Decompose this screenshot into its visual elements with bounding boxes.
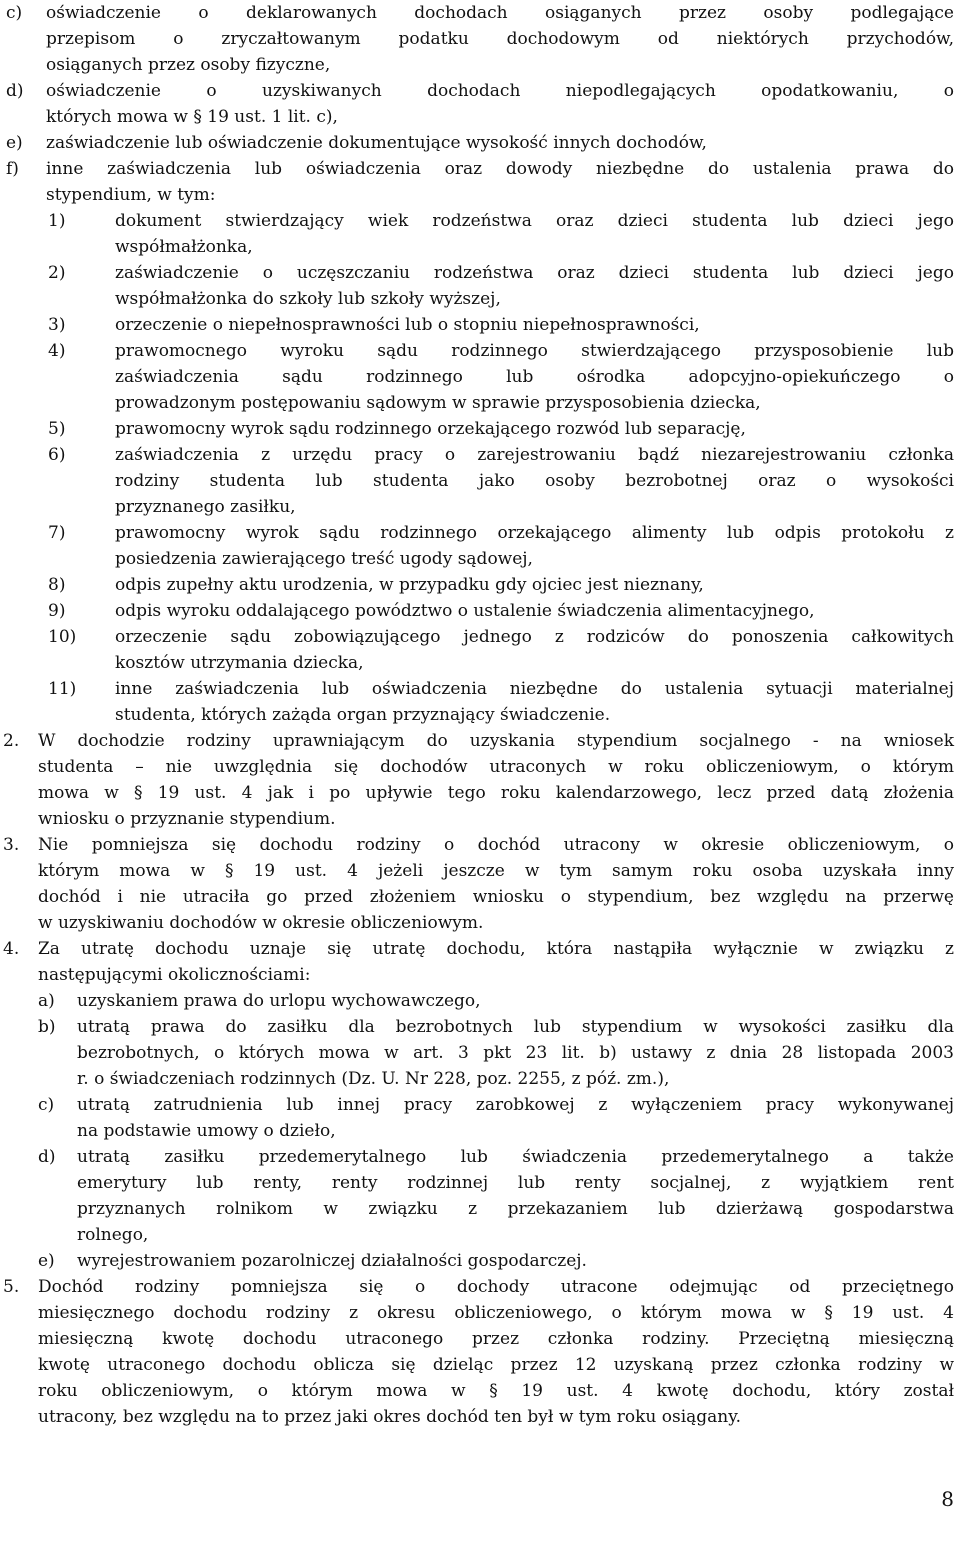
list-item-text xyxy=(46,130,954,156)
list-item-label: 7) xyxy=(48,523,66,543)
text-line: inne zaświadczenia lub oświadczenia niezbędne do ustalenia sytuacji materialnej xyxy=(115,679,954,699)
text-line: współmałżonka do szkoły lub szkoły wyższej, xyxy=(115,289,501,309)
list-item-label: 10) xyxy=(48,627,77,647)
text-line: odpis wyroku oddalającego powództwo o ustalenie świadczenia alimentacyjnego, xyxy=(115,601,815,621)
list-item-text xyxy=(46,0,954,78)
list-item-label: 2) xyxy=(48,263,66,283)
list-item-label: e) xyxy=(38,1251,55,1271)
text-line: W dochodzie rodziny uprawniającym do uzyskania stypendium socjalnego - na wniosek xyxy=(38,731,954,751)
text-line: roku obliczeniowym, o którym mowa w § 19 ust. 4 kwotę dochodu, który został xyxy=(38,1381,954,1401)
text-line: inne zaświadczenia lub oświadczenia oraz dowody niezbędne do ustalenia prawa do xyxy=(46,159,954,179)
list-item-text xyxy=(115,676,954,728)
text-line: osiąganych przez osoby fizyczne, xyxy=(46,55,331,75)
text-line: rolnego, xyxy=(77,1225,149,1245)
text-line: stypendium, w tym: xyxy=(46,185,216,205)
text-line: utratą zatrudnienia lub innej pracy zarobkowej z wyłączeniem pracy wykonywanej xyxy=(77,1095,954,1115)
text-line: oświadczenie o deklarowanych dochodach osiąganych przez osoby podlegające xyxy=(46,3,954,23)
list-item-text xyxy=(115,208,954,260)
text-line: w uzyskiwaniu dochodów w okresie obliczeniowym. xyxy=(38,913,484,933)
text-line: którym mowa w § 19 ust. 4 jeżeli jeszcze w tym samym roku osoba uzyskała inny xyxy=(38,861,954,881)
text-line: orzeczenie o niepełnosprawności lub o stopniu niepełnosprawności, xyxy=(115,315,700,335)
text-line: studenta, których zażąda organ przyznający świadczenie. xyxy=(115,705,611,725)
list-item-text xyxy=(77,1248,954,1274)
text-line: miesięczną kwotę dochodu utraconego przez członka rodziny. Przeciętną miesięczną xyxy=(38,1329,954,1349)
text-line: Nie pomniejsza się dochodu rodziny o dochód utracony w okresie obliczeniowym, o xyxy=(38,835,954,855)
list-item-label: 9) xyxy=(48,601,66,621)
list-item-label: 5) xyxy=(48,419,66,439)
text-line: dokument stwierdzający wiek rodzeństwa oraz dzieci studenta lub dzieci jego xyxy=(115,211,954,231)
list-item-text xyxy=(115,338,954,416)
list-item-label: 4. xyxy=(3,939,20,959)
text-line: oświadczenie o uzyskiwanych dochodach niepodlegających opodatkowaniu, o xyxy=(46,81,954,101)
list-item-text xyxy=(38,936,954,988)
text-line: przepisom o zryczałtowanym podatku dochodowym od niektórych przychodów, xyxy=(46,29,954,49)
list-item-text xyxy=(115,624,954,676)
text-line: mowa w § 19 ust. 4 jak i po upływie tego roku kalendarzowego, lecz przed datą złożenia xyxy=(38,783,954,803)
text-line: utratą prawa do zasiłku dla bezrobotnych lub stypendium w wysokości zasiłku dla xyxy=(77,1017,954,1037)
list-item-text xyxy=(38,1274,954,1430)
text-line: zaświadczenie o uczęszczaniu rodzeństwa oraz dzieci studenta lub dzieci jego xyxy=(115,263,954,283)
text-line: studenta – nie uwzględnia się dochodów utraconych w roku obliczeniowym, o którym xyxy=(38,757,954,777)
page-number: 8 xyxy=(941,1487,954,1511)
text-line: kwotę utraconego dochodu oblicza się dzieląc przez 12 uzyskaną przez członka rodziny w xyxy=(38,1355,954,1375)
text-line: wyrejestrowaniem pozarolniczej działalności gospodarczej. xyxy=(77,1251,587,1271)
list-item-label: d) xyxy=(6,81,24,101)
list-item-label: 2. xyxy=(3,731,20,751)
list-item-text xyxy=(115,416,954,442)
text-line: prowadzonym postępowaniu sądowym w sprawie przysposobienia dziecka, xyxy=(115,393,761,413)
text-line: prawomocny wyrok sądu rodzinnego orzekającego alimenty lub odpis protokołu z xyxy=(115,523,954,543)
list-item-label: d) xyxy=(38,1147,56,1167)
list-item-text xyxy=(77,988,954,1014)
text-line: których mowa w § 19 ust. 1 lit. c), xyxy=(46,107,338,127)
list-item-text xyxy=(38,832,954,936)
text-line: następującymi okolicznościami: xyxy=(38,965,311,985)
text-line: posiedzenia zawierającego treść ugody sądowej, xyxy=(115,549,533,569)
list-item-label: 3. xyxy=(3,835,20,855)
list-item-label: f) xyxy=(6,159,19,179)
list-item-text xyxy=(77,1092,954,1144)
text-line: utracony, bez względu na to przez jaki okres dochód ten był w tym roku osiągany. xyxy=(38,1407,742,1427)
text-line: r. o świadczeniach rodzinnych (Dz. U. Nr 228, poz. 2255, z póź. zm.), xyxy=(77,1069,670,1089)
list-item-label: 4) xyxy=(48,341,66,361)
text-line: zaświadczenia sądu rodzinnego lub ośrodka adopcyjno-opiekuńczego o xyxy=(115,367,954,387)
text-line: przyznanego zasiłku, xyxy=(115,497,296,517)
list-item-label: c) xyxy=(6,3,23,23)
text-line: emerytury lub renty, renty rodzinnej lub renty socjalnej, z wyjątkiem rent xyxy=(77,1173,954,1193)
text-line: rodziny studenta lub studenta jako osoby bezrobotnej oraz o wysokości xyxy=(115,471,954,491)
text-line: orzeczenie sądu zobowiązującego jednego z rodziców do ponoszenia całkowitych xyxy=(115,627,954,647)
text-line: prawomocny wyrok sądu rodzinnego orzekającego rozwód lub separację, xyxy=(115,419,746,439)
list-item-label: a) xyxy=(38,991,55,1011)
text-line: Dochód rodziny pomniejsza się o dochody utracone odejmując od przeciętnego xyxy=(38,1277,954,1297)
list-item-label: 8) xyxy=(48,575,66,595)
list-item-text xyxy=(115,312,954,338)
text-line: dochód i nie utraciła go przed złożeniem wniosku o stypendium, bez względu na przerwę xyxy=(38,887,954,907)
text-line: miesięcznego dochodu rodziny z okresu obliczeniowego, o którym mowa w § 19 ust. 4 xyxy=(38,1303,954,1323)
list-item-label: 1) xyxy=(48,211,66,231)
list-item-label: 5. xyxy=(3,1277,20,1297)
text-line: Za utratę dochodu uznaje się utratę dochodu, która nastąpiła wyłącznie w związku z xyxy=(38,939,954,959)
list-item-text xyxy=(115,572,954,598)
text-line: zaświadczenia z urzędu pracy o zarejestrowaniu bądź niezarejestrowaniu członka xyxy=(115,445,954,465)
text-line: bezrobotnych, o których mowa w art. 3 pkt 23 lit. b) ustawy z dnia 28 listopada 2003 xyxy=(77,1043,954,1063)
text-line: utratą zasiłku przedemerytalnego lub świadczenia przedemerytalnego a także xyxy=(77,1147,954,1167)
text-line: wniosku o przyznanie stypendium. xyxy=(38,809,336,829)
list-item-text xyxy=(46,78,954,130)
text-line: na podstawie umowy o dzieło, xyxy=(77,1121,336,1141)
list-item-text xyxy=(38,728,954,832)
list-item-label: 6) xyxy=(48,445,66,465)
text-line: współmałżonka, xyxy=(115,237,253,257)
list-item-text xyxy=(115,260,954,312)
list-item-label: c) xyxy=(38,1095,55,1115)
list-item-text xyxy=(77,1144,954,1248)
text-line: zaświadczenie lub oświadczenie dokumentujące wysokość innych dochodów, xyxy=(46,133,707,153)
list-item-text xyxy=(115,442,954,520)
list-item-text xyxy=(46,156,954,208)
text-line: odpis zupełny aktu urodzenia, w przypadku gdy ojciec jest nieznany, xyxy=(115,575,704,595)
list-item-text xyxy=(77,1014,954,1092)
list-item-label: e) xyxy=(6,133,23,153)
list-item-text xyxy=(115,520,954,572)
list-item-label: 3) xyxy=(48,315,66,335)
list-item-label: 11) xyxy=(48,679,77,699)
list-item-label: b) xyxy=(38,1017,56,1037)
text-line: uzyskaniem prawa do urlopu wychowawczego, xyxy=(77,991,481,1011)
text-line: przyznanych rolnikom w związku z przekazaniem lub dzierżawą gospodarstwa xyxy=(77,1199,954,1219)
text-line: kosztów utrzymania dziecka, xyxy=(115,653,364,673)
list-item-text xyxy=(115,598,954,624)
text-line: prawomocnego wyroku sądu rodzinnego stwierdzającego przysposobienie lub xyxy=(115,341,954,361)
